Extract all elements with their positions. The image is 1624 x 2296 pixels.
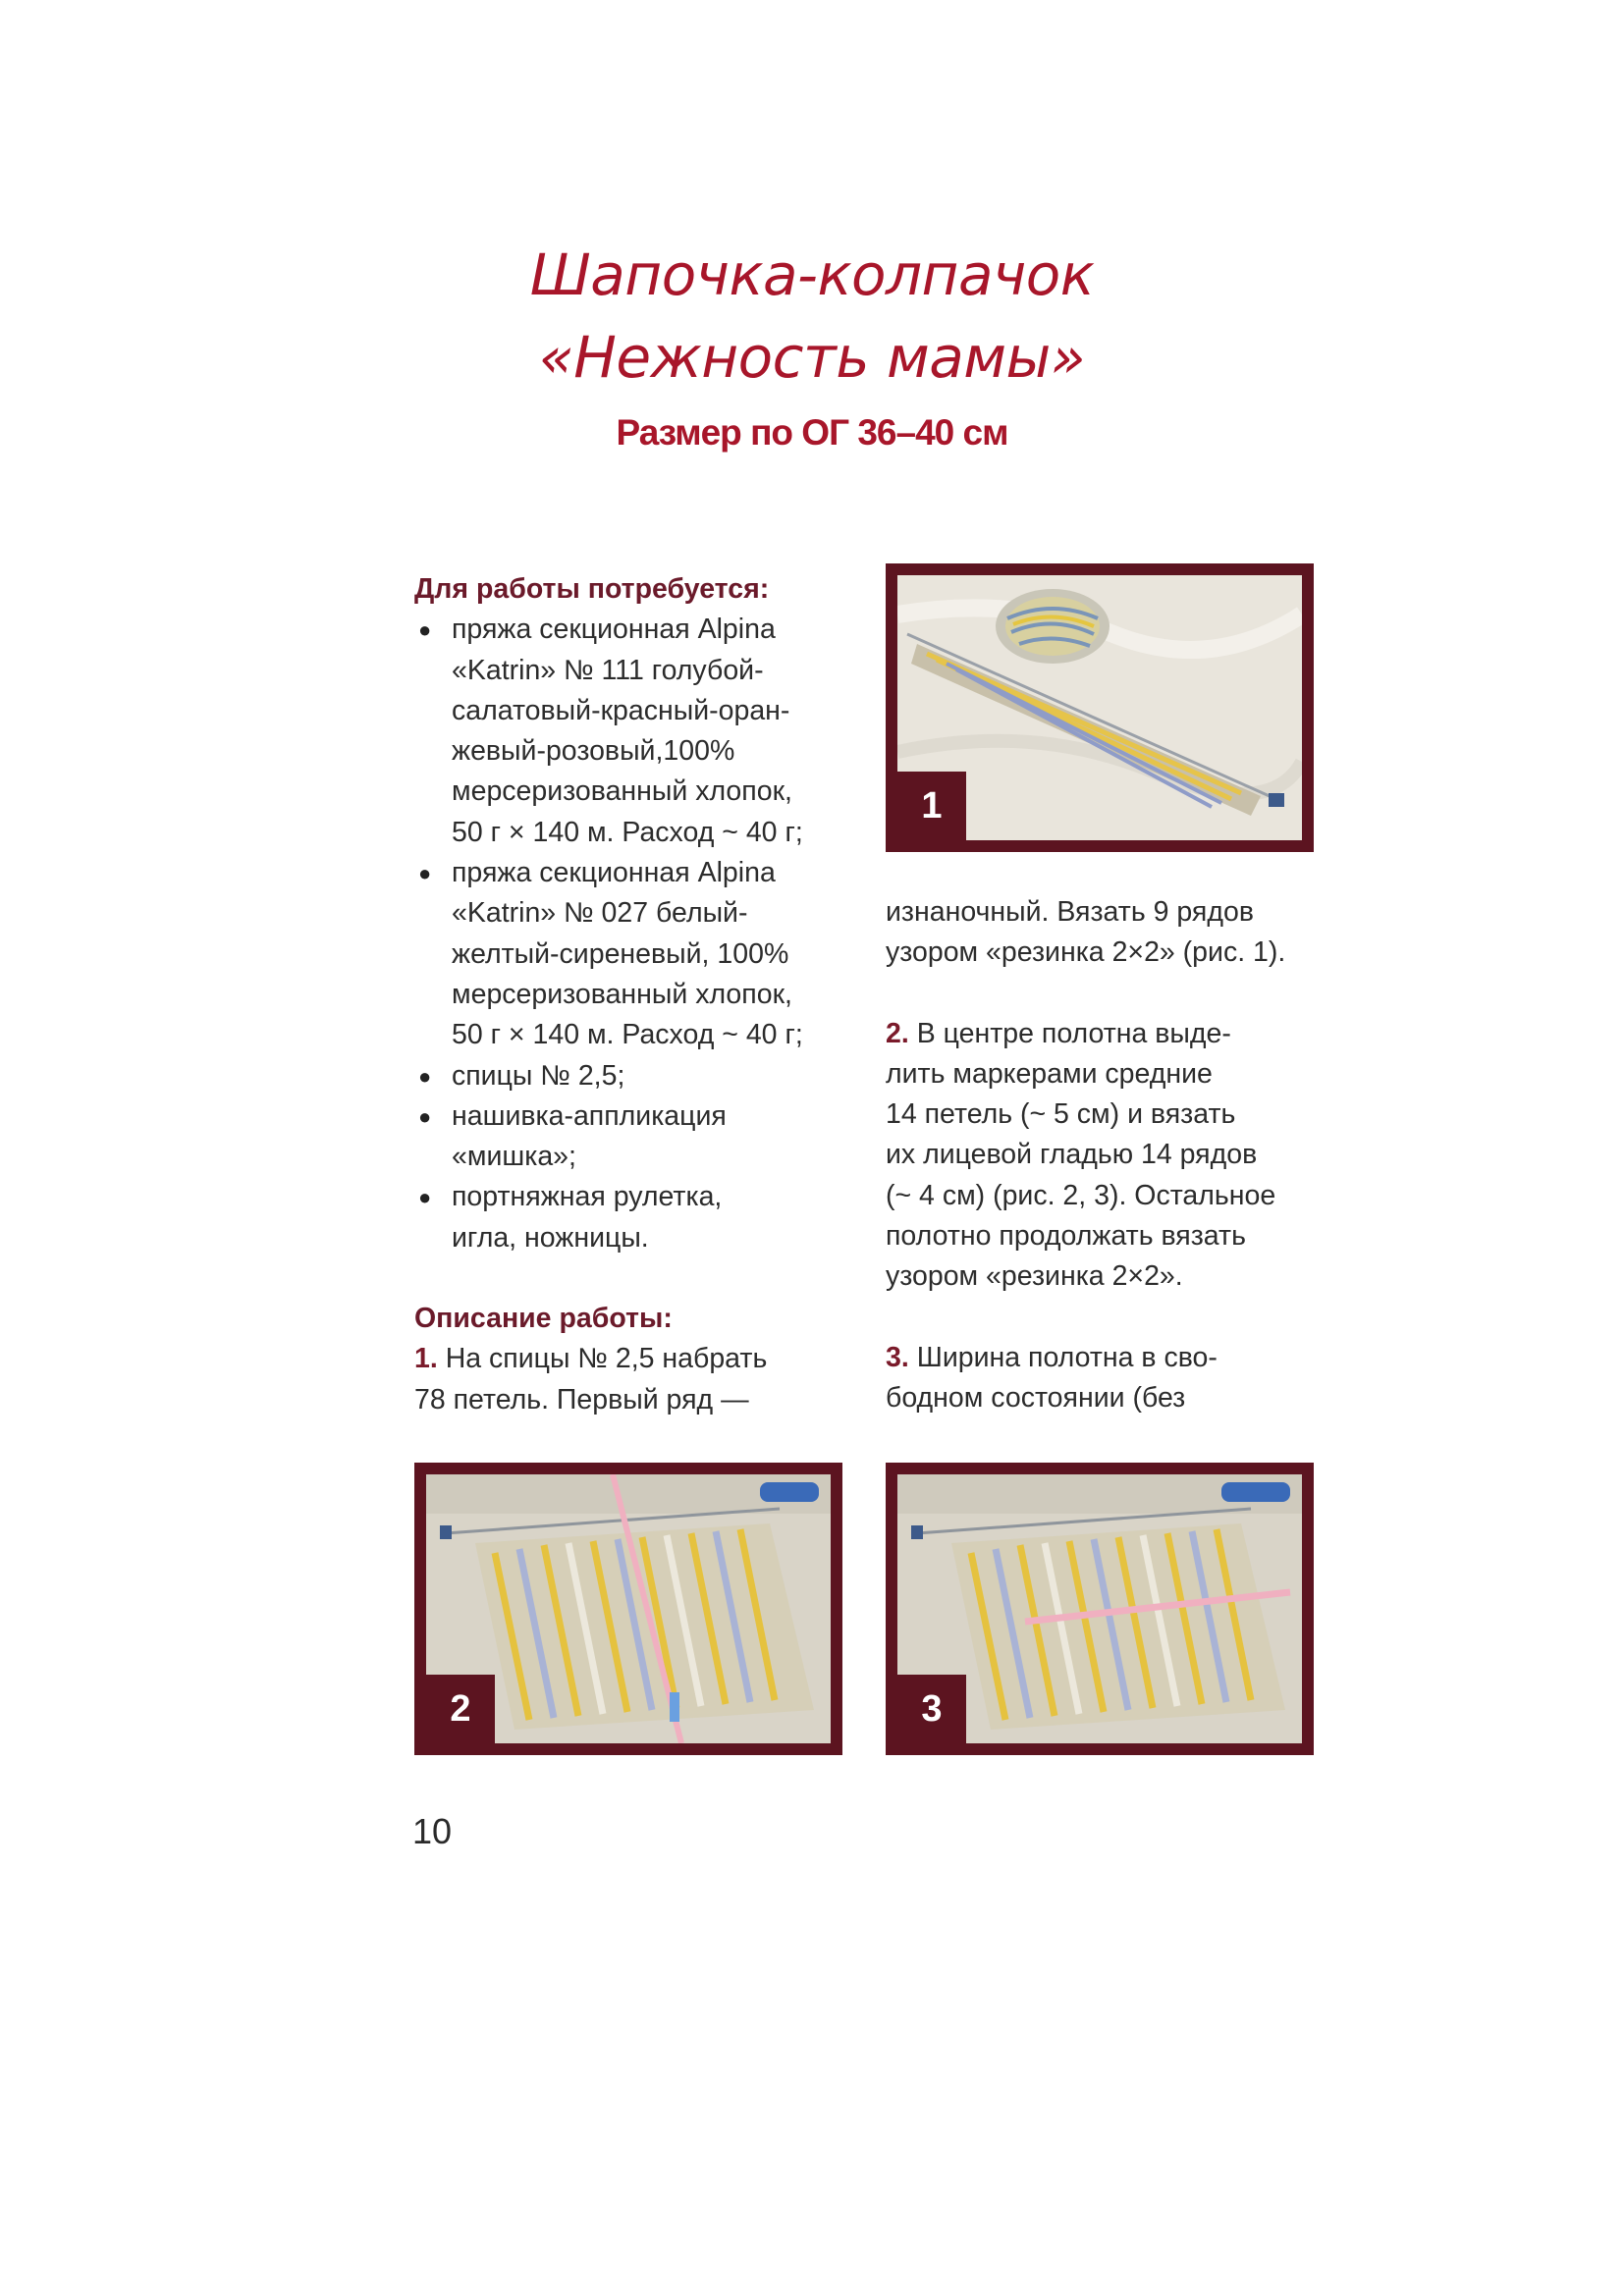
step-line: 14 петель (~ 5 см) и вязать	[886, 1098, 1236, 1131]
step-line: узором «резинка 2×2».	[886, 1260, 1183, 1293]
step-line: (~ 4 см) (рис. 2, 3). Остальное	[886, 1179, 1276, 1211]
item-line: пряжа секционная Alpina	[452, 614, 776, 646]
bullet-icon: ●	[418, 617, 432, 643]
figure-1	[886, 563, 1314, 852]
item-line: салатовый-красный-оран-	[452, 694, 790, 726]
materials-list	[414, 610, 846, 1258]
item-line: мерсеризованный хлопок,	[452, 775, 792, 808]
figure-2	[414, 1463, 842, 1755]
step-line: бодном состоянии (без	[886, 1381, 1186, 1414]
figure-1-label: 1	[897, 772, 966, 840]
title-line-2: «Нежность мамы»	[538, 324, 1086, 391]
item-line: пряжа секционная Alpina	[452, 857, 776, 889]
bullet-icon: ●	[418, 1185, 432, 1210]
step-line: 78 петель. Первый ряд —	[414, 1383, 749, 1415]
bullet-icon: ●	[418, 1063, 432, 1089]
step-line: полотно продолжать вязать	[886, 1220, 1246, 1253]
step-line: Ширина полотна в сво-	[916, 1341, 1218, 1373]
title-line-1: Шапочка-колпачок	[529, 241, 1095, 308]
step-number: 2.	[886, 1017, 909, 1049]
bullet-icon: ●	[418, 1103, 432, 1129]
item-line: «Katrin» № 027 белый-	[452, 897, 748, 930]
step-line: узором «резинка 2×2» (рис. 1).	[886, 936, 1286, 969]
right-column	[886, 892, 1337, 1418]
bullet-icon: ●	[418, 861, 432, 886]
step-line: В центре полотна выде-	[916, 1017, 1231, 1049]
figure-3-label: 3	[897, 1675, 966, 1743]
item-line: нашивка-аппликация	[452, 1099, 727, 1132]
step-3	[886, 1338, 1337, 1419]
materials-item	[414, 610, 846, 853]
item-line: спицы № 2,5;	[452, 1059, 625, 1092]
step-number: 3.	[886, 1341, 909, 1373]
step-line: На спицы № 2,5 набрать	[445, 1343, 768, 1375]
page-number: 10	[412, 1811, 453, 1851]
item-line: игла, ножницы.	[452, 1221, 649, 1254]
figure-3	[886, 1463, 1314, 1755]
materials-item	[414, 853, 846, 1055]
item-line: желтый-сиреневый, 100%	[452, 937, 789, 970]
left-column	[414, 569, 846, 1420]
item-line: портняжная рулетка,	[452, 1181, 723, 1213]
step-line: изнаночный. Вязать 9 рядов	[886, 896, 1254, 928]
figure-2-label: 2	[426, 1675, 495, 1743]
description-heading: Описание работы:	[414, 1303, 673, 1335]
item-line: «мишка»;	[452, 1141, 576, 1173]
step-line: лить маркерами средние	[886, 1057, 1213, 1090]
materials-item	[414, 1056, 846, 1096]
item-line: «Katrin» № 111 голубой-	[452, 654, 764, 686]
item-line: 50 г × 140 м. Расход ~ 40 г;	[452, 816, 803, 848]
item-line: жевый-розовый,100%	[452, 735, 735, 768]
size-subtitle: Размер по ОГ 36–40 см	[616, 412, 1008, 453]
item-line: 50 г × 140 м. Расход ~ 40 г;	[452, 1019, 803, 1051]
materials-heading: Для работы потребуется:	[414, 573, 770, 605]
step-number: 1.	[414, 1343, 438, 1375]
page-title	[0, 234, 1624, 399]
step-1	[414, 1339, 846, 1420]
materials-item	[414, 1096, 846, 1178]
item-line: мерсеризованный хлопок,	[452, 978, 792, 1010]
step-1-continued	[886, 892, 1337, 974]
step-line: их лицевой гладью 14 рядов	[886, 1139, 1258, 1171]
materials-item	[414, 1177, 846, 1258]
step-2	[886, 1014, 1337, 1298]
